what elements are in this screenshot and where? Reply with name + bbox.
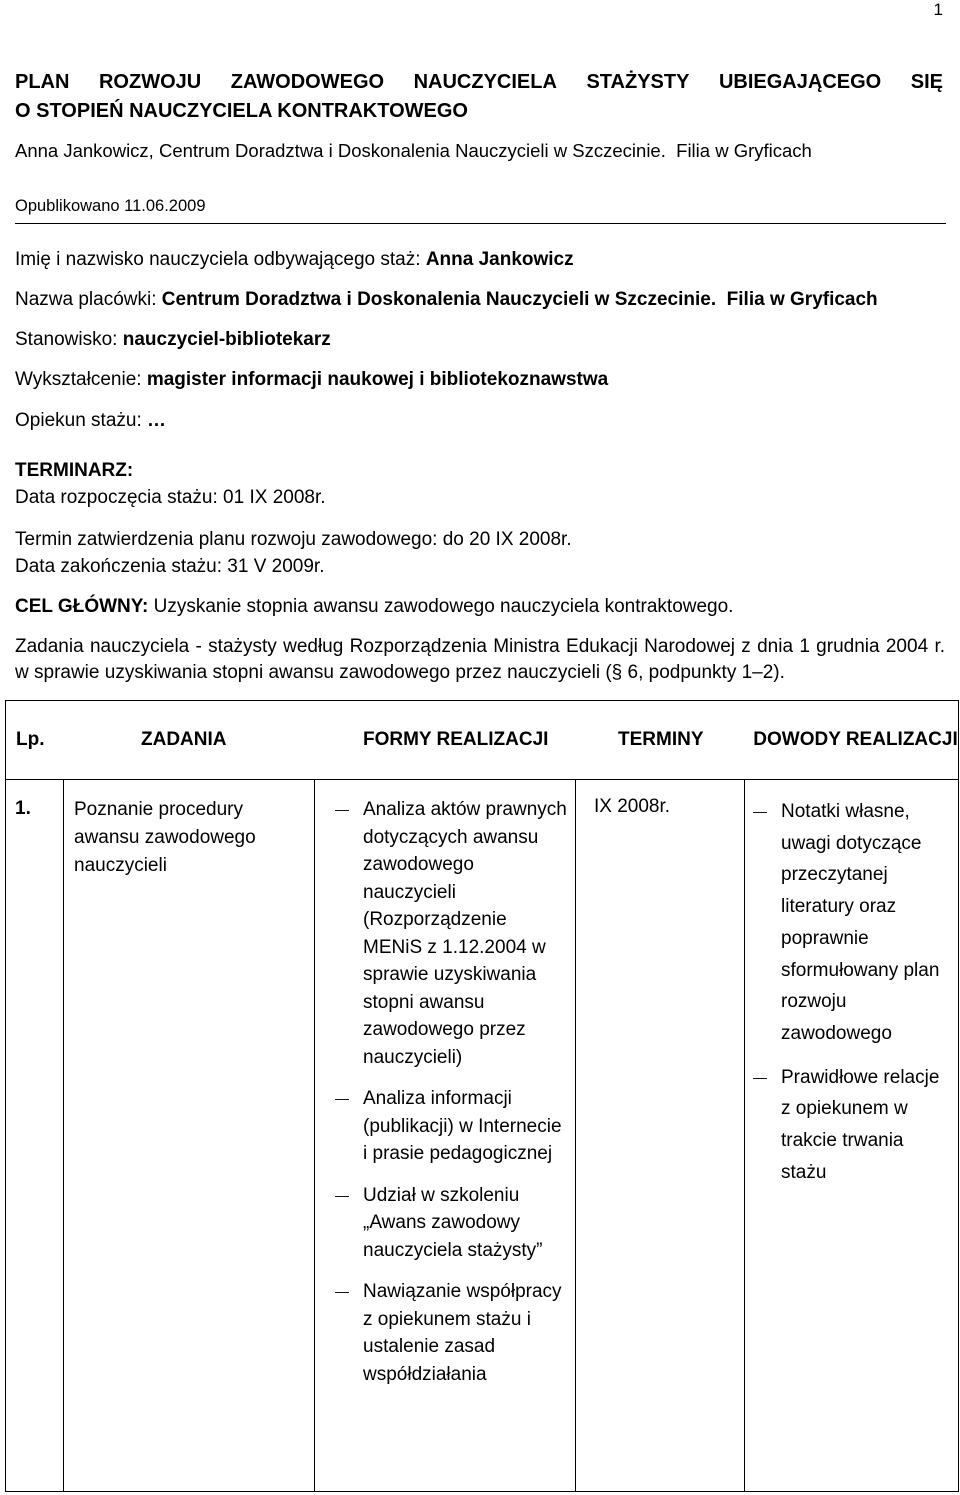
- row-task: Poznanie procedury awansu zawodowego nauczycieli: [64, 780, 315, 1492]
- main-goal-text: Uzyskanie stopnia awansu zawodowego nauczyciela kontraktowego.: [153, 596, 734, 617]
- plan-table: [5, 700, 959, 1492]
- approval-date: Termin zatwierdzenia planu rozwoju zawodowego: do 20 IX 2008r.: [15, 529, 572, 550]
- institution-field: [15, 289, 878, 311]
- teacher-name-field: [15, 249, 574, 271]
- title-word: STAŻYSTY: [586, 71, 690, 93]
- header-divider: [15, 223, 946, 224]
- main-goal-label: CEL GŁÓWNY:: [15, 596, 154, 617]
- form-item: — Udział w szkoleniu „Awans zawodowy nauczyciela stażysty”: [335, 1182, 571, 1265]
- evidence-item: — Notatki własne, uwagi dotyczące przeczytanej literatury oraz poprawnie sformułowany plan rozwoju zawodowego: [753, 796, 943, 1050]
- header-evidence: DOWODY REALIZACJI: [753, 729, 958, 750]
- header-forms: FORMY REALIZACJI: [363, 729, 549, 750]
- teacher-name-label: Imię i nazwisko nauczyciela odbywającego staż:: [15, 249, 426, 270]
- title-word: UBIEGAJĄCEGO: [718, 71, 882, 93]
- title-word: ROZWOJU: [98, 71, 202, 93]
- education-field: [15, 369, 608, 391]
- mentor-label: Opiekun stażu:: [15, 410, 148, 431]
- evidence-item: — Prawidłowe relacje z opiekunem w trakcie trwania stażu: [753, 1062, 943, 1189]
- title-line-2: O STOPIEŃ NAUCZYCIELA KONTRAKTOWEGO: [15, 100, 468, 122]
- mentor-value: …: [147, 410, 167, 431]
- mentor-field: [15, 410, 166, 432]
- schedule-heading: TERMINARZ:: [15, 460, 134, 481]
- education-value: magister informacji naukowej i bibliotekoznawstwa: [146, 369, 609, 390]
- title-line-1: [15, 68, 943, 97]
- institution-value: Centrum Doradztwa i Doskonalenia Nauczycieli w Szczecinie. Filia w Gryficach: [161, 289, 878, 310]
- position-label: Stanowisko:: [15, 329, 123, 350]
- header-terms: TERMINY: [618, 729, 704, 750]
- author-line: Anna Jankowicz, Centrum Doradztwa i Doskonalenia Nauczycieli w Szczecinie. Filia w Gryficach: [15, 140, 812, 161]
- table-row: [6, 780, 959, 1492]
- end-date: Data zakończenia stażu: 31 V 2009r.: [15, 556, 325, 577]
- position-field: [15, 329, 331, 351]
- header-lp: Lp.: [16, 729, 45, 750]
- published-date: Opublikowano 11.06.2009: [15, 197, 206, 215]
- row-evidence: [745, 780, 959, 1492]
- title-word: PLAN: [15, 71, 70, 93]
- start-date: Data rozpoczęcia stażu: 01 IX 2008r.: [15, 487, 326, 508]
- page-number: 1: [933, 0, 943, 19]
- main-goal: [15, 596, 733, 618]
- row-term: IX 2008r.: [576, 780, 745, 1492]
- header-tasks: ZADANIA: [141, 729, 227, 750]
- institution-label: Nazwa placówki:: [15, 289, 162, 310]
- teacher-name-value: Anna Jankowicz: [425, 249, 574, 270]
- table-header-row: [6, 701, 959, 780]
- title-word: NAUCZYCIELA: [413, 71, 557, 93]
- position-value: nauczyciel-bibliotekarz: [122, 329, 331, 350]
- row-forms: [315, 780, 576, 1492]
- title-word: ZAWODOWEGO: [230, 71, 385, 93]
- title-word: SIĘ: [910, 71, 943, 93]
- form-item: — Analiza aktów prawnych dotyczących awansu zawodowego nauczycieli (Rozporządzenie MENiS z 1.12.2004 w sprawie uzyskiwania stopni awansu zawodowego przez nauczycieli): [335, 796, 571, 1071]
- education-label: Wykształcenie:: [15, 369, 147, 390]
- form-item: — Analiza informacji (publikacji) w Internecie i prasie pedagogicznej: [335, 1085, 571, 1168]
- tasks-intro: Zadania nauczyciela - stażysty według Rozporządzenia Ministra Edukacji Narodowej z dnia 1 grudnia 2004 r. w sprawie uzyskiwania stopni awansu zawodowego przez nauczycieli (§ 6, podpunkty 1–2).: [15, 636, 945, 683]
- row-lp: 1.: [6, 780, 64, 1492]
- form-item: — Nawiązanie współpracy z opiekunem stażu i ustalenie zasad współdziałania: [335, 1278, 571, 1388]
- document-title: [15, 68, 943, 126]
